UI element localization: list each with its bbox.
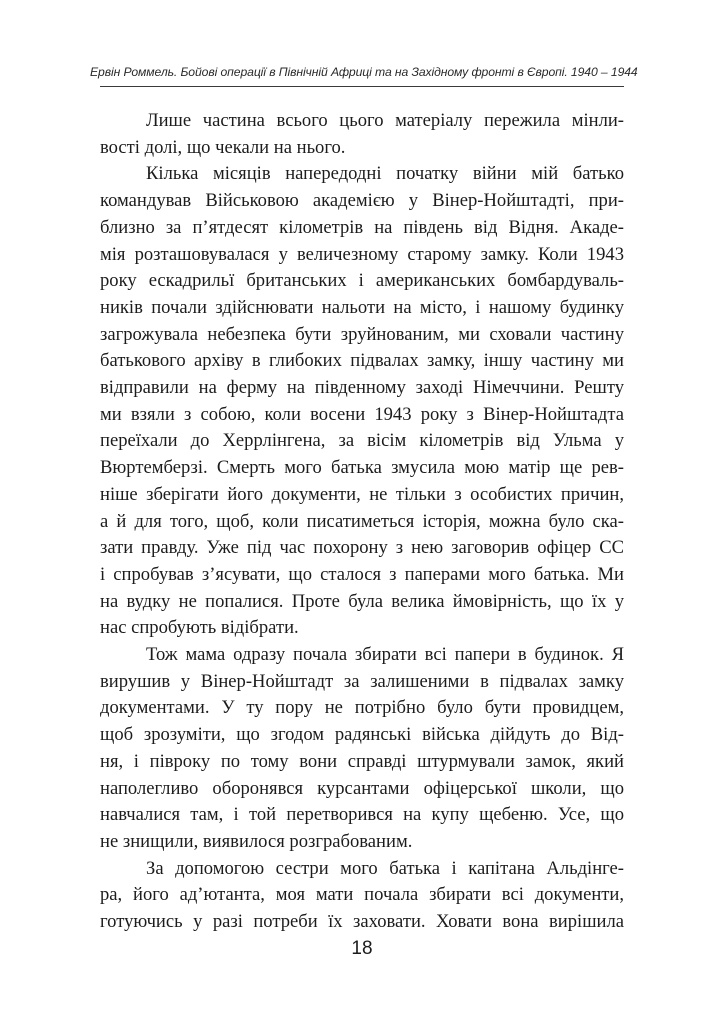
- text-line: Вюртемберзі. Смерть мого батька змусила мою матір ще рев-: [100, 457, 624, 479]
- text-line: вості долі, що чекали на нього.: [100, 136, 346, 158]
- text-line: мія розташовувалася у величезному старому замку. Коли 1943: [100, 243, 624, 265]
- text-line: близно за п’ятдесят кілометрів на південь від Відня. Акаде-: [100, 216, 624, 238]
- page-number: 18: [351, 938, 373, 959]
- text-line: документами. У ту пору не потрібно було бути провидцем,: [100, 697, 624, 719]
- text-line: батькового архіву в глибоких підвалах замку, іншу частину ми: [100, 350, 624, 372]
- running-header: Ервін Роммель. Бойові операції в Північній Африці та на Західному фронті в Європі. 1940 – 1944: [90, 65, 638, 79]
- text-line: а й для того, щоб, коли писатиметься історія, можна було ска-: [100, 510, 624, 532]
- header-rule: [100, 86, 624, 87]
- text-line: ра, його ад’ютанта, моя мати почала збирати всі документи,: [100, 884, 624, 906]
- text-line: наполегливо оборонявся курсантами офіцерської школи, що: [100, 777, 624, 799]
- text-line: відправили на ферму на південному заході Німеччини. Решту: [100, 377, 624, 399]
- text-line: року ескадрильї британських і американських бомбардуваль-: [100, 270, 624, 292]
- paragraph: [100, 108, 624, 161]
- text-line: ня, і півроку по тому вони справді штурмували замок, який: [100, 750, 624, 772]
- text-line: командував Військовою академією у Вінер-Нойштадті, при-: [100, 190, 624, 212]
- text-line: зати правду. Уже під час похорону з нею заговорив офіцер СС: [100, 537, 624, 559]
- paragraph: [100, 161, 624, 642]
- paragraph: [100, 642, 624, 856]
- text-line: переїхали до Херрлінгена, за вісім кілометрів від Ульма у: [100, 430, 624, 452]
- text-line: щоб зрозуміти, що згодом радянські війська дійдуть до Від-: [100, 724, 624, 746]
- text-line: Тож мама одразу почала збирати всі папери в будинок. Я: [146, 644, 624, 666]
- text-line: Кілька місяців напередодні початку війни мій батько: [146, 163, 624, 185]
- text-line: готуючись у разі потреби їх заховати. Ховати вона вирішила: [100, 911, 624, 933]
- text-line: нас спробують відібрати.: [100, 617, 299, 639]
- text-line: ми взяли з собою, коли восени 1943 року з Вінер-Нойштадта: [100, 403, 624, 425]
- text-line: навчалися там, і той перетворився на купу щебеню. Усе, що: [100, 804, 624, 826]
- text-line: ників почали здійснювати нальоти на місто, і нашому будинку: [100, 296, 624, 318]
- text-line: і спробував з’ясувати, що сталося з паперами мого батька. Ми: [100, 563, 624, 585]
- paragraph: [100, 856, 624, 936]
- text-line: вирушив у Вінер-Нойштадт за залишеними в підвалах замку: [100, 670, 624, 692]
- text-line: ніше зберігати його документи, не тільки з особистих причин,: [100, 483, 624, 505]
- body-text: [100, 108, 624, 936]
- text-line: Лише частина всього цього матеріалу пережила мінли-: [146, 110, 624, 131]
- text-line: не знищили, виявилося розграбованим.: [100, 830, 413, 852]
- text-line: загрожувала небезпека бути зруйнованим, ми сховали частину: [100, 323, 624, 345]
- text-line: на вудку не попалися. Проте була велика ймовірність, що їх у: [100, 590, 624, 612]
- text-line: За допомогою сестри мого батька і капітана Альдінге-: [146, 857, 624, 879]
